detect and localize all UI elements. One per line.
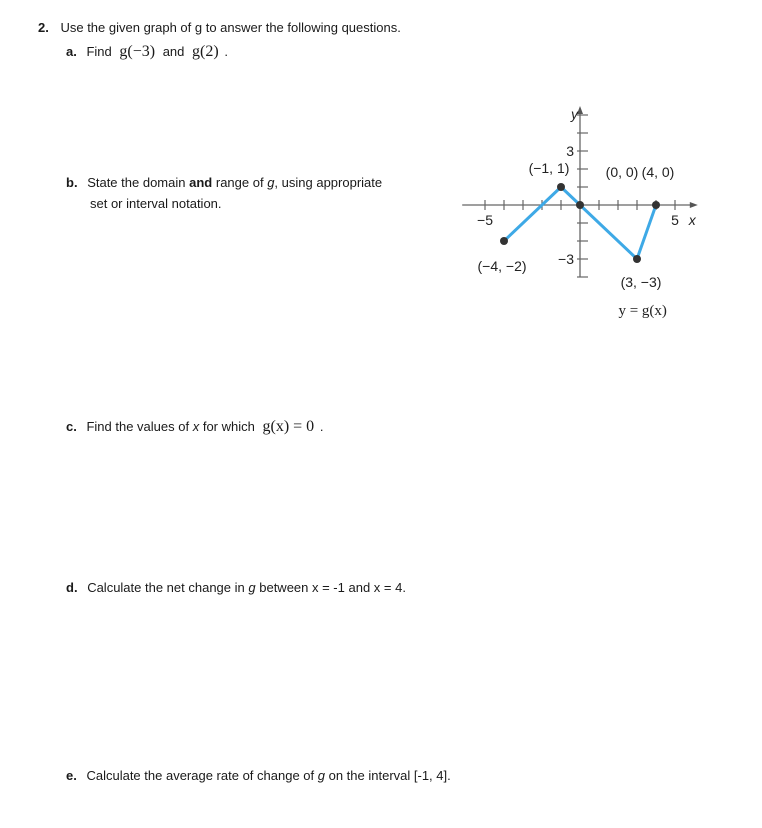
part-d-pre: Calculate the net change in — [87, 580, 245, 595]
part-c-post: for which — [202, 419, 255, 434]
part-b-line2: set or interval notation. — [90, 196, 222, 211]
part-a-and: and — [162, 44, 185, 59]
part-b-pre: State the domain — [87, 175, 186, 190]
function-graph — [420, 40, 740, 360]
part-a-expr1: g(−3) — [119, 43, 156, 60]
data-point — [576, 201, 584, 209]
part-a-find: Find — [86, 44, 112, 59]
part-b-label: b. — [66, 175, 78, 190]
part-a — [66, 43, 228, 61]
data-point — [557, 183, 565, 191]
point-label: (3, −3) — [620, 274, 662, 290]
problem-intro: Use the given graph of g to answer the following questions. — [60, 20, 401, 35]
point-label: (0, 0) — [605, 164, 639, 180]
point-label: (−1, 1) — [528, 160, 570, 176]
y-axis-label: y — [571, 106, 578, 122]
function-label: y = g(x) — [618, 302, 667, 319]
part-c-end: . — [319, 419, 324, 434]
part-b-end: , using appropriate — [274, 175, 383, 190]
x-axis-label: x — [688, 212, 696, 228]
part-c-label: c. — [66, 419, 77, 434]
part-b-bold-and: and — [189, 175, 213, 190]
part-b-post: range of — [215, 175, 264, 190]
part-a-expr2: g(2) — [192, 43, 219, 60]
part-c-expr: g(x) = 0 — [262, 418, 315, 435]
data-point — [633, 255, 641, 263]
data-point — [500, 237, 508, 245]
part-c-pre: Find the values of — [86, 419, 190, 434]
problem-header — [38, 20, 401, 35]
x-tick-label: 5 — [671, 212, 679, 228]
part-d-label: d. — [66, 580, 78, 595]
part-b-var: g — [267, 175, 275, 190]
part-a-label: a. — [66, 44, 77, 59]
y-tick-label: 3 — [566, 143, 574, 159]
part-b — [66, 175, 382, 190]
part-d-var: g — [248, 580, 256, 595]
part-c-var: x — [192, 419, 200, 434]
x-tick-label: −5 — [477, 212, 493, 228]
y-tick-label: −3 — [558, 251, 574, 267]
part-e-var: g — [317, 768, 325, 783]
part-e-pre: Calculate the average rate of change of — [86, 768, 315, 783]
data-point — [652, 201, 660, 209]
part-e — [66, 768, 451, 783]
part-e-label: e. — [66, 768, 77, 783]
x-axis-arrow — [690, 202, 698, 208]
part-d — [66, 580, 406, 595]
point-label: (−4, −2) — [477, 258, 527, 274]
part-d-post: between x = -1 and x = 4. — [259, 580, 406, 595]
problem-number: 2. — [38, 20, 49, 35]
part-c — [66, 418, 323, 436]
part-a-end: . — [224, 44, 228, 59]
part-e-post: on the interval [-1, 4]. — [328, 768, 451, 783]
point-label: (4, 0) — [641, 164, 675, 180]
